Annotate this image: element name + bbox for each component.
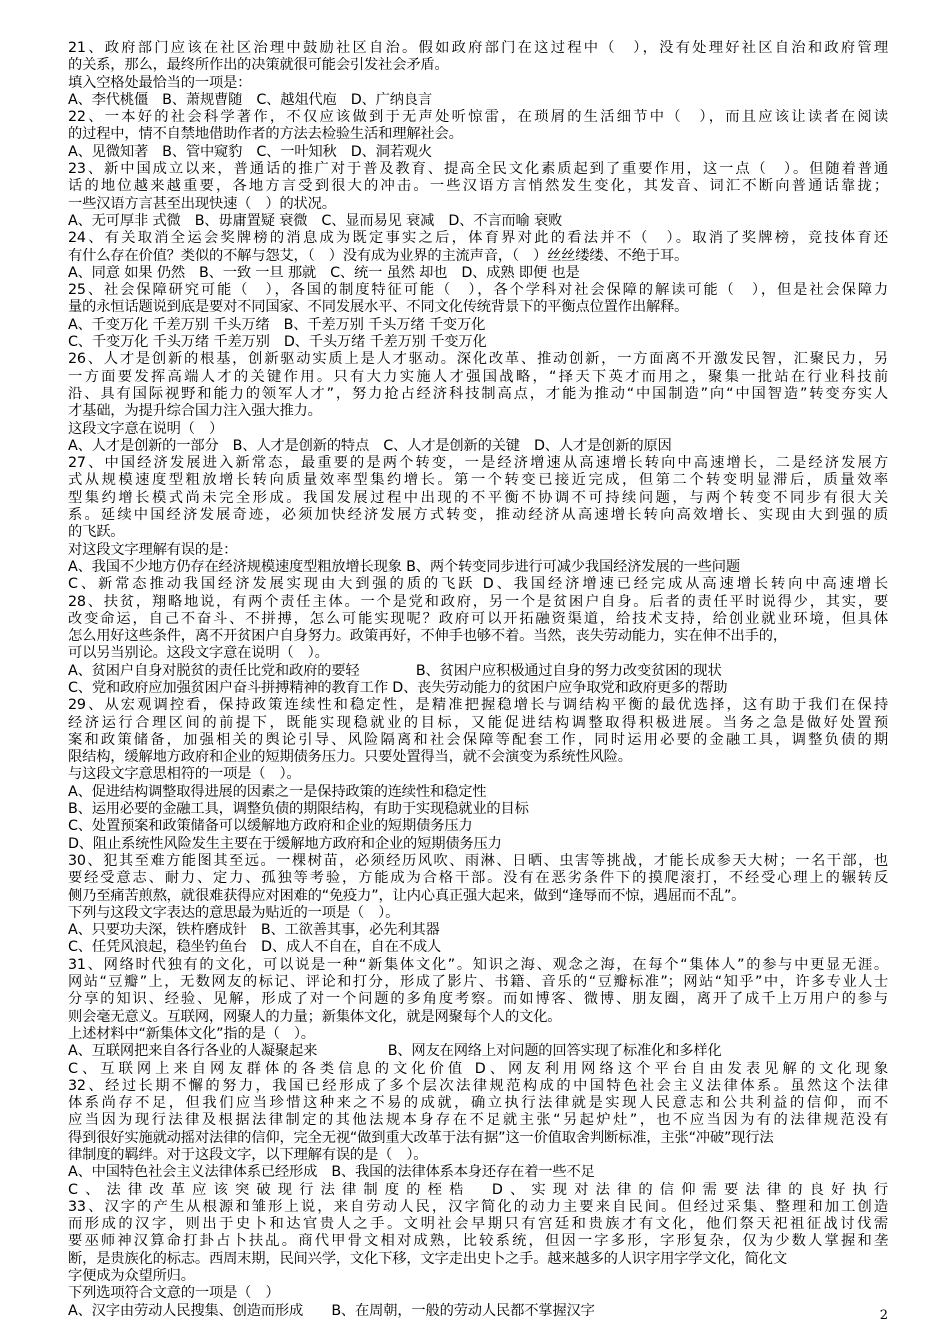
text-line: 而形成的汉字，则出于史卜和达官贵人之手。文明社会早期只有宫廷和贵族才有文化，他们祭天祀祖征战讨伐需	[68, 1216, 888, 1233]
text-line: 28、扶贫，翔略地说，有两个责任主体。一个是党和政府，另一个是贫困户自身。后者的责任平时说得少，其实，要	[68, 593, 888, 610]
text-line: C、处置预案和政策储备可以缓解地方政府和企业的短期债务压力	[68, 818, 473, 835]
text-line: 则会毫无意义。互联网，网聚人的力量；新集体文化，就是网聚每个人的文化。	[68, 1008, 562, 1025]
text-line: 沿、具有国际视野和能力的领军人才”，努力抢占经济科技制高点，才能为推动“中国制造”向“中国智造”转变夯实人	[68, 385, 888, 402]
text-line: 应当因为现行法律及根据法律制定的其他法规本身存在不足就主张“另起炉灶”，也不应当因为有的法律规范没有	[68, 1112, 888, 1129]
text-line: 律制度的羁绊。对于这段文字，以下理解有误的是（ ）。	[68, 1147, 428, 1163]
text-line: A、李代桃僵 B、萧规曹随 C、越俎代庖 D、广纳良言	[68, 91, 433, 108]
text-line: A、只要功夫深，铁杵磨成针 B、工欲善其事，必先利其器	[68, 922, 440, 939]
text-line: 断，是贵族化的标志。西周末期，民间兴学，文化下移，文字走出史卜之手。越来越多的人识字用字学文化，简化文	[68, 1250, 787, 1267]
text-line: 改变命运，自己不奋斗、不拼搏，怎么可能实现呢？政府可以开拓融资渠道，给技术支持，给创业就业环境，但具体	[68, 610, 888, 627]
text-line: A、汉字由劳动人民搜集、创造而形成 B、在周朝，一般的劳动人民都不掌握汉字	[68, 1302, 595, 1319]
text-line: 型集约增长模式尚未完全形成。我国发展过程中出现的不平衡不协调不可持续问题，与两个转变不同步有很大关	[68, 489, 888, 506]
text-line: 要经受意志、耐力、定力、孤独等考验，方能成为合格干部。没有在恶劣条件下的摸爬滚打，不经受心理上的辗转反	[68, 870, 888, 887]
text-line: 体系尚存不足，但我们应当珍惜这种来之不易的成就，确立执行法律就是实现人民意志和公共利益的信仰，而不	[68, 1095, 888, 1112]
text-line: 案和政策储备，加强相关的舆论引导、风险隔离和社会保障等配套工作，同时运用必要的金融工具，调整负债的期	[68, 731, 888, 748]
text-line: A、见微知著 B、管中窥豹 C、一叶知秋 D、洞若观火	[68, 143, 433, 160]
text-line: 30、犯其至难方能图其至远。一棵树苗，必须经历风吹、雨淋、日晒、虫害等挑战，才能长成参天大树；一名干部，也	[68, 852, 888, 869]
text-line: A、人才是创新的一部分 B、人才是创新的特点 C、人才是创新的关键 D、人才是创新的原因	[68, 437, 672, 454]
text-line: 要巫师神汉算命打卦占卜扶乩。商代甲骨文相对成熟，比较系统，但因一字多形，字形复杂，仅为少数人掌握和垄	[68, 1233, 888, 1250]
text-line: 得到很好实施就动摇对法律的信仰，完全无视“做到重大改革于法有据”这一价值取舍判断标准，主张“冲破”现行法	[68, 1129, 774, 1146]
text-line: 21、政府部门应该在社区治理中鼓励社区自治。假如政府部门在这过程中（ ），没有处理好社区自治和政府管理	[68, 40, 888, 56]
text-line: 26、人才是创新的根基，创新驱动实质上是人才驱动。深化改革、推动创新，一方面离不开激发民智，汇聚民力，另	[68, 351, 888, 368]
text-line: 24、有关取消全运会奖牌榜的消息成为既定事实之后，体育界对此的看法并不（ ）。取消了奖牌榜，竞技体育还	[68, 230, 888, 247]
text-line: 一些汉语方言甚至出现快速（ ）的状况。	[68, 195, 336, 212]
text-line: 33、汉字的产生从根源和雏形上说，来自劳动人民，汉字简化的动力主要来自民间。但经过采集、整理和加工创造	[68, 1198, 888, 1215]
text-line: 31、网络时代独有的文化，可以说是一种“新集体文化”。知识之海、观念之海，在每个“集体人”的参与中更显无涯。	[68, 956, 888, 973]
text-line: C、新常态推动我国经济发展实现由大到强的质的飞跃 D、我国经济增速已经完成从高速增长转向中高速增长	[68, 576, 888, 593]
text-line: 字便成为众望所归。	[68, 1268, 195, 1285]
text-line: 有什么存在价值？类似的不解与怨艾，（ ）没有成为业界的主流声音，（ ）丝丝缕缕、不绝于耳。	[68, 247, 689, 264]
text-line: C、法律改革应该突破现行法律制度的桎梏 D、实现对法律的信仰需要法律的良好执行	[68, 1181, 888, 1198]
text-line: C、互联网上来自网友群体的各类信息的文化价值 D、网友利用网络这个平台自由发表见解的文化现象	[68, 1060, 888, 1077]
text-line: A、我国不少地方仍存在经济规模速度型粗放增长现象 B、两个转变同步进行可减少我国经济发展的一些问题	[68, 558, 740, 575]
text-line: 与这段文字意思相符的一项是（ ）。	[68, 766, 301, 783]
text-line: 才基础，为提升综合国力注入强大推力。	[68, 403, 322, 420]
text-line: 下列选项符合文意的一项是（ ）	[68, 1285, 280, 1302]
text-line: B、运用必要的金融工具，调整负债的期限结构，有助于实现稳就业的目标	[68, 801, 529, 818]
text-line: 22、一本好的社会科学著作，不仅应该做到于无声处听惊雷，在琐屑的生活细节中（ ），而且应该让读者在阅读	[68, 109, 888, 126]
text-line: 系。延续中国经济发展奇迹，必须加快经济发展方式转变，推动经济从高速增长转向高效增长、实现由大到强的质	[68, 507, 888, 524]
text-line: 限结构，缓解地方政府和企业的短期债务压力。只要处置得当，就不会演变为系统性风险。	[68, 749, 632, 766]
text-line: A、千变万化 千差万别 千头万绪 B、千差万别 千头万绪 千变万化	[68, 316, 486, 333]
text-line: 这段文字意在说明（ ）	[68, 420, 224, 437]
text-line: 对这段文字理解有误的是：	[68, 541, 238, 558]
text-line: 量的永恒话题说到底是要对不同国家、不同发展水平、不同文化传统背景下的平衡点位置作出解释。	[68, 299, 689, 316]
text-line: 填入空格处最恰当的一项是：	[68, 74, 252, 91]
text-line: A、促进结构调整取得进展的因素之一是保持政策的连续性和稳定性	[68, 783, 487, 800]
text-line: 下列与这段文字表达的意思最为贴近的一项是（ ）。	[68, 904, 400, 921]
text-line: 27、中国经济发展进入新常态，最重要的是两个转变，一是经济增速从高速增长转向中高速增长，二是经济发展方	[68, 455, 888, 472]
text-line: A、贫困户自身对脱贫的责任比党和政府的要轻 B、贫困户应积极通过自身的努力改变贫困的现状	[68, 662, 722, 679]
text-line: 32、经过长期不懈的努力，我国已经形成了多个层次法律规范构成的中国特色社会主义法律体系。虽然这个法律	[68, 1077, 888, 1094]
text-line: 式从规模速度型粗放增长转向质量效率型集约增长。第一个转变已接近完成，但第二个转变明显滞后，质量效率	[68, 472, 888, 489]
text-line: 29、从宏观调控看，保持政策连续性和稳定性，是精准把握稳增长与调结构平衡的最优选择，这有助于我们在保持	[68, 697, 888, 714]
text-line: A、中国特色社会主义法律体系已经形成 B、我国的法律体系本身还存在着一些不足	[68, 1164, 595, 1181]
text-line: 23、新中国成立以来，普通话的推广对于普及教育、提高全民文化素质起到了重要作用，这一点（ ）。但随着普通	[68, 161, 888, 178]
text-line: 上述材料中“新集体文化”指的是（ ）。	[68, 1025, 315, 1042]
document-body	[68, 40, 888, 1320]
text-line: 一方面要发挥高端人才的关键作用。只有大力实施人才强国战略，“择天下英才而用之，聚集一批站在行业科技前	[68, 368, 888, 385]
page-number: 2	[879, 1308, 888, 1323]
text-line: C、任凭风浪起，稳坐钓鱼台 D、成人不自在，自在不成人	[68, 939, 442, 956]
text-line: D、阻止系统性风险发生主要在于缓解地方政府和企业的短期债务压力	[68, 835, 502, 852]
text-line: 的过程中，情不自禁地借助作者的方法去检验生活和理解社会。	[68, 126, 463, 143]
text-line: 侧乃至痛苦煎熬，就很难获得应对困难的“免疫力”，让内心真正强大起来，做到“逢辱而不惊，遇屈而不乱”。	[68, 887, 746, 904]
text-line: A、互联网把来自各行各业的人凝聚起来 B、网友在网络上对问题的回答实现了标准化和多样化	[68, 1043, 722, 1060]
text-line: A、同意 如果 仍然 B、一致 一旦 那就 C、统一 虽然 却也 D、成熟 即便 也是	[68, 264, 580, 281]
text-line: 的关系，那么，最终所作出的决策就很可能会引发社会矛盾。	[68, 57, 449, 74]
text-line: 网站“豆瓣”上，无数网友的标记、评论和打分，形成了影片、书籍、音乐的“豆瓣标准”；网站“知乎”中，许多专业人士	[68, 974, 888, 991]
text-line: 话的地位越来越重要，各地方言受到很大的冲击。一些汉语方言悄然发生变化，其发音、词汇不断向普通话靠拢；	[68, 178, 888, 195]
text-line: 25、社会保障研究可能（ ），各国的制度特征可能（ ），各个学科对社会保障的解读可能（ ），但是社会保障力	[68, 282, 888, 299]
text-line: 经济运行合理区间的前提下，既能实现稳就业的目标，又能促进结构调整取得积极进展。当务之急是做好处置预	[68, 714, 888, 731]
text-line: C、党和政府应加强贫困户奋斗拼搏精神的教育工作 D、丧失劳动能力的贫困户应争取党和政府更多的帮助	[68, 679, 728, 696]
text-line: 的飞跃。	[68, 524, 125, 541]
text-line: C、千变万化 千头万绪 千差万别 D、千头万绪 千差万别 千变万化	[68, 334, 487, 351]
text-line: 分享的知识、经验、见解，形成了对一个问题的多角度考察。而如博客、微博、朋友圈，离开了成千上万用户的参与	[68, 991, 888, 1008]
text-line: A、无可厚非 式微 B、毋庸置疑 衰微 C、显而易见 衰减 D、不言而喻 衰败	[68, 212, 563, 229]
text-line: 可以另当别论。这段文字意在说明（ ）。	[68, 645, 329, 662]
text-line: 怎么用好这些条件，离不开贫困户自身努力。政策再好，不伸手也够不着。当然，丧失劳动能力，实在伸不出手的，	[68, 628, 787, 645]
